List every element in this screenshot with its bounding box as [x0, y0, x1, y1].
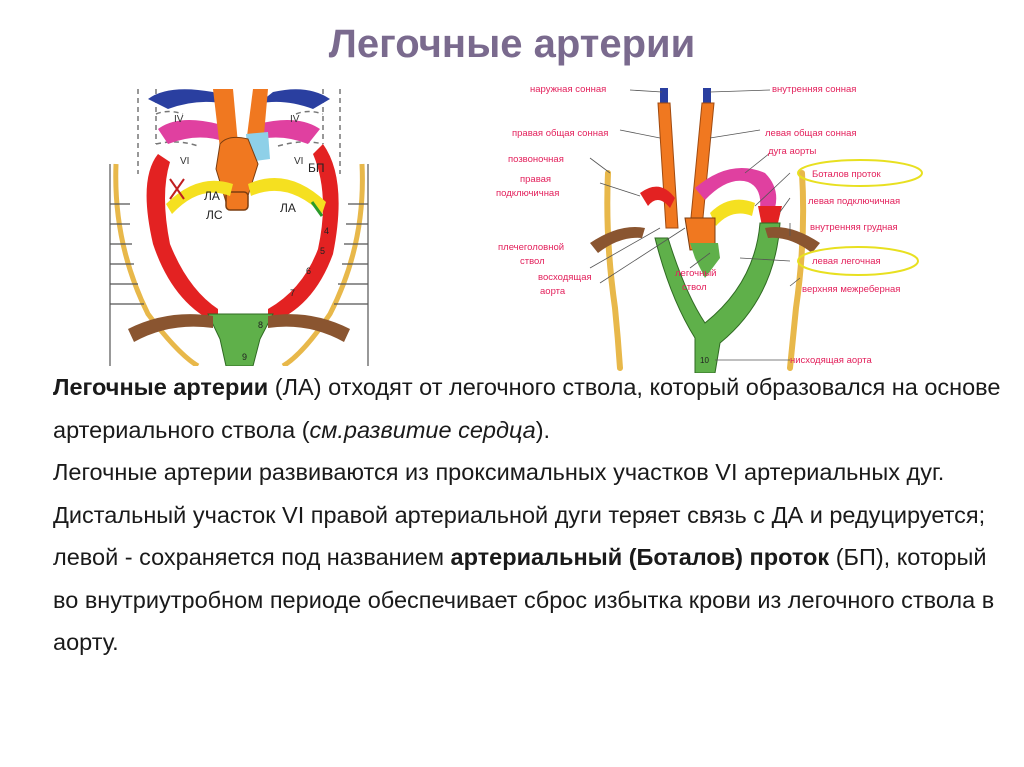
label-asc-aorta-2: аорта — [540, 286, 566, 297]
label-n9: 9 — [242, 352, 248, 362]
label-pulm-trunk-2: ствол — [682, 282, 707, 293]
aortic-arches-diagram — [108, 84, 370, 366]
label-r-subclavian-2: подключичная — [496, 188, 560, 199]
term-pulmonary-arteries: Легочные артерии — [53, 374, 269, 400]
paragraph-1: Легочные артерии (ЛА) отходят от легочного ствола, который образовался на основе артериального ствола (см.развитие сердца). — [53, 374, 1001, 443]
body-text — [12, 366, 1012, 664]
label-int-carotid: внутренняя сонная — [772, 84, 857, 95]
label-brachio-1: плечеголовной — [498, 242, 565, 253]
label-n7: 7 — [290, 288, 296, 298]
page-title: Легочные артерии — [328, 22, 696, 66]
label-asc-aorta-1: восходящая — [538, 272, 592, 283]
label-ductus: БП — [308, 161, 325, 175]
label-desc-aorta: нисходящая аорта — [790, 355, 872, 366]
label-n6: 6 — [306, 266, 312, 276]
label-l-common-carotid: левая общая сонная — [765, 128, 857, 139]
term-ductus-arteriosus: артериальный (Боталов) проток — [450, 544, 830, 570]
label-arch6-left: VI — [180, 156, 190, 167]
label-int-thoracic: внутренняя грудная — [810, 222, 898, 233]
label-sup-intercostal: верхняя межреберная — [802, 284, 901, 295]
label-arch6-right: VI — [294, 156, 304, 167]
label-pulm-trunk: ЛС — [206, 208, 223, 222]
label-r-subclavian-1: правая — [520, 174, 552, 185]
label-arch4-left: IV — [174, 114, 184, 125]
label-pa-right: ЛА — [280, 201, 296, 215]
label-vertebral: позвоночная — [508, 154, 564, 165]
paragraph-3: Дистальный участок VI правой артериальной дуги теряет связь с ДА и редуцируется; левой - сохраняется под названием артериальный (Боталов) проток (БП), который во внутриутробном периоде обеспечивает сброс избытка крови из легочного ствола в аорту. — [53, 501, 995, 655]
label-arch4-right: IV — [290, 114, 300, 125]
label-l-pulmonary: левая легочная — [812, 256, 881, 267]
label-n4: 4 — [324, 226, 330, 236]
label-r-common-carotid: правая общая сонная — [512, 128, 609, 139]
paragraph-2: Легочные артерии развиваются из проксимальных участков VI артериальных дуг. — [53, 459, 945, 485]
label-pulm-trunk-1: легочный — [675, 268, 717, 279]
label-n8: 8 — [258, 320, 264, 330]
label-aortic-arch: дуга аорты — [768, 146, 817, 157]
label-l-subclavian: левая подключичная — [808, 196, 901, 207]
cross-reference: см.развитие сердца — [309, 416, 536, 443]
label-n10: 10 — [700, 356, 709, 365]
label-ext-carotid: наружная сонная — [530, 84, 607, 95]
label-pa-left: ЛА — [204, 189, 220, 203]
adult-arteries-diagram — [490, 78, 960, 373]
label-brachio-2: ствол — [520, 256, 545, 267]
label-n5: 5 — [320, 246, 326, 256]
label-ductus-botalli: Боталов проток — [812, 169, 881, 180]
